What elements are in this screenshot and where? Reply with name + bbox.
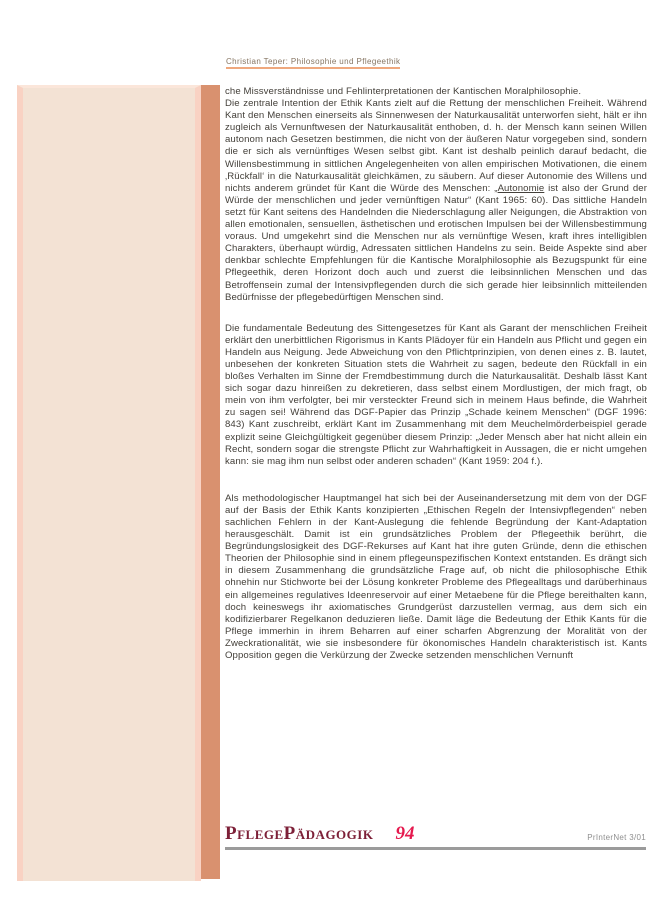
running-head: Christian Teper: Philosophie und Pflegeethik	[226, 57, 400, 69]
footer-page-number: 94	[395, 823, 415, 844]
paragraph-run: Die zentrale Intention der Ethik Kants zielt auf die Rettung der menschlichen Freiheit. Während Kant den Menschen einerseits als Sinnenwesen der Naturkausalität unterworfen sieht, hält er ihn zugleich als Vernunftwesen der Naturkausalität enthoben, d. h. der Mensch kann seinen Willen autonom nach Gesetzen bestimmen, die nicht von der äußeren Natur vorgegeben sind, sondern die er sich als vernünftiges Wesen selbst gibt. Kant ist deshalb peinlich darauf bedacht, die Willensbestimmung in sittlichen Angelegenheiten von allen empirischen Motivationen, die einem ‚Rückfall‘ in die Naturkausalität gleichkämen, zu säubern. Auf dieser Autonomie des Willens und nichts anderem gründet für Kant die Würde des Menschen: „	[225, 98, 647, 194]
article-body	[225, 86, 647, 662]
continuation-paragraph: che Missverständnisse und Fehlinterpretationen der Kantischen Moralphilosophie.	[225, 86, 582, 97]
underlined-term: Autonomie	[497, 182, 545, 194]
paragraph-list	[225, 98, 647, 662]
sidebar-decor-block	[17, 85, 201, 881]
sidebar-decor-strip	[201, 85, 220, 879]
body-paragraph	[225, 493, 647, 662]
paragraph-run: Als methodologischer Hauptmangel hat sich bei der Auseinandersetzung mit dem von der DGF auf der Basis der Ethik Kants konzipierten „Ethischen Regeln der Intensivpflegenden“ neben sachlichen Fehlern in der Kant-Auslegung die fehlende Begründung der Kant-Adaptation herausgeschält. Damit ist ein grundsätzliches Problem der Pflegeethik berührt, die Begründungslosigkeit des DGF-Rekurses auf Kant hat ihre guten Gründe, denn die ethischen Theorien der Philosophie sind in einem pflegeunspezifischen Kontext entstanden. Es drängt sich in diesem Zusammenhang die grundsätzliche Frage auf, ob nicht die philosophische Ethik ohnehin nur Stichworte bei der Lösung konkreter Probleme des Pflegealltags und darüberhinaus ein allgemeines regulatives Ideenreservoir auf einer Metaebene für die Pflege bereithalten kann, doch keineswegs ihr axiomatisches Grundgerüst darzustellen vermag, aus dem sich ein kodifizierbarer Regelkanon deduzieren ließe. Damit läge die Bedeutung der Ethik Kants für die Pflege immerhin in ihrem Beharren auf einer scharfen Abgrenzung der Moralität von der Zweckrationalität, wie sie insbesondere für ökonomisches Handeln charakteristisch ist. Kants Opposition gegen die Verkürzung der Zwecke setzenden menschlichen Vernunft	[225, 492, 647, 662]
footer-section-title: PflegePädagogik	[225, 823, 374, 844]
page-footer	[225, 824, 646, 850]
paragraph-run: ist also der Grund der Würde der menschlichen und jeder vernünftigen Natur“ (Kant 1965: 60). Das sittliche Handeln setzt für Kant seitens des Handelnden die Niederschlagung aller Neigungen, die Abstraktion von allen emotionalen, sensuellen, ästhetischen und erotischen Impulsen bei der Willensbestimmung voraus. Und umgekehrt sind die Menschen nur als vernünftige Wesen, kraft ihres intelligiblen Charakters, überhaupt würdig, Adressaten sittlichen Handelns zu sein. Beide Aspekte sind aber denkbar schlechte Empfehlungen für die Kantische Moralphilosophie als Bezugspunkt für eine Pflegeethik, deren Horizont doch auch und zuerst die leibsinnlichen Menschen und das Betroffensein zumal der Intensivpflegenden durch die sich gerade hier leibsinnlich mitteilenden Bedürfnisse der pflegebedürftigen Menschen sind.	[225, 182, 647, 303]
footer-left	[225, 824, 414, 843]
footer-journal-issue: PrInterNet 3/01	[587, 833, 646, 842]
body-paragraph	[225, 323, 647, 468]
paragraph-run: Die fundamentale Bedeutung des Sittengesetzes für Kant als Garant der menschlichen Freiheit erklärt den unerbittlichen Rigorismus in Kants Plädoyer für ein Handeln aus Pflicht und gegen ein Handeln aus Neigung. Jede Abweichung von den Pflichtprinzipien, von denen eines z. B. lautet, unbesehen der konkreten Situation stets die Wahrheit zu sagen, bedeute den Rückfall in ein bloßes Verhalten im Sinne der Fremdbestimmung durch die Naturkausalität. Deshalb lässt Kant sich sogar dazu hinreißen zu dekretieren, dass selbst einem Mordlustigen, der mich fragt, ob mein von ihm verfolgter, bei mir versteckter Freund sich in meinem Haus befinde, die Wahrheit zu sagen sei! Während das DGF-Papier das Prinzip „Schade keinem Menschen“ (DGF 1996: 843) Kant zuschreibt, erklärt Kant im Zusammenhang mit dem Meuchelmörderbeispiel gerade explizit seine Gleichgültigkeit gegenüber diesem Prinzip: „Jeder Mensch aber hat nicht allein ein Recht, sondern sogar die strengste Pflicht zur Wahrhaftigkeit in Aussagen, die er nicht umgehen kann: sie mag ihm nun selbst oder anderen schaden“ (Kant 1959: 204 f.).	[225, 322, 647, 467]
body-paragraph	[225, 98, 647, 304]
